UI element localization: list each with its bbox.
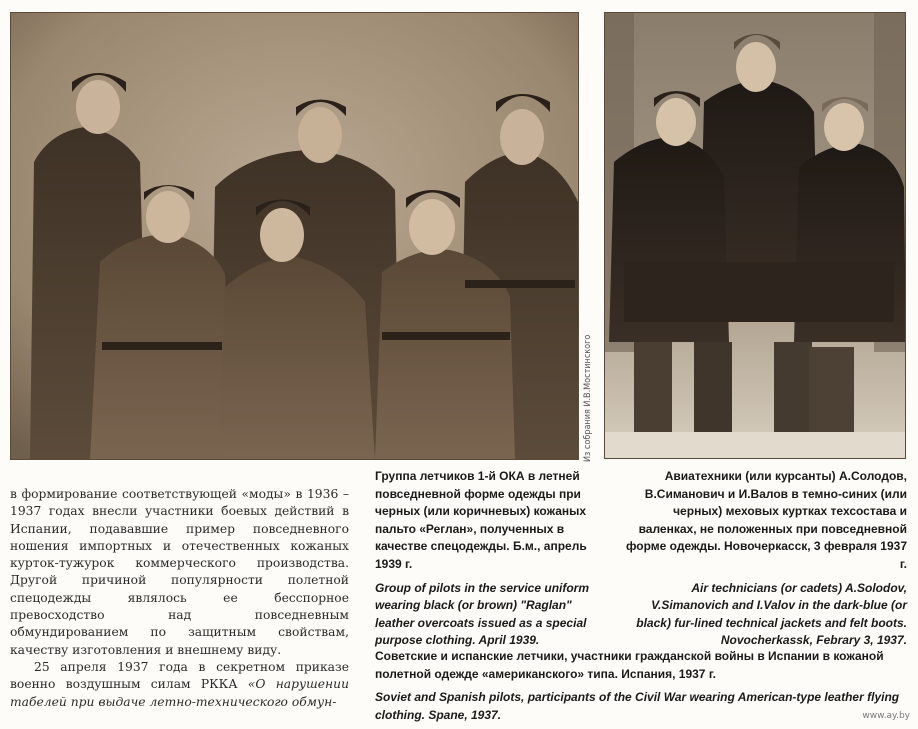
photo-group-of-pilots xyxy=(10,12,579,460)
article-body-text xyxy=(10,486,349,711)
watermark: www.ay.by xyxy=(862,711,910,721)
caption-en: Group of pilots in the service uniform wearing black (or brown) "Raglan" leather overcoats issued as a special purpose clothing. April 1939. xyxy=(375,580,590,648)
article-paragraph-italic: «О нарушении табелей при выдаче летно-технического обмун- xyxy=(10,677,349,709)
article-paragraph xyxy=(10,659,349,711)
photo-credit: Из собрания И.В.Мостинского xyxy=(583,334,593,462)
caption-ru: Группа летчиков 1-й ОКА в летней повседневной форме одежды при черных (или коричневых) кожаных пальто «Реглан», полученных в качестве спецодежды. Б.м., апрель 1939 г. xyxy=(375,469,587,571)
article-paragraph: в формирование соответствующей «моды» в 1936 – 1937 годах внесли участники боевых действий в Испании, подававшие пример повседневного ношения импортных и отечественных кожаных курток-тужурок коммерческого производства. Другой причиной популярности полетной спецодежды являлось ее бесспорное превосходство над повседневным обмундированием по защитным свойствам, качеству изготовления и внешнему виду. xyxy=(10,487,349,657)
caption-en: Air technicians (or cadets) A.Solodov, V.Simanovich and I.Valov in the dark-blue (or black) fur-lined technical jackets and felt boots. Novocherkassk, Febrary 3, 1937. xyxy=(636,580,907,648)
caption-ru: Авиатехники (или курсанты) А.Солодов, В.Симанович и И.Валов в темно-синих (или черных) меховых куртках техсостава и валенках, не положенных при повседневной форме одежды. Новочеркасск, 3 февраля 1937 г. xyxy=(625,469,907,571)
article-paragraph-start: 25 апреля 1937 года в секретном приказе военно воздушным силам РККА xyxy=(10,659,349,692)
caption-en: Soviet and Spanish pilots, participants of the Civil War wearing American-type leather flying clothing. Spane, 1937. xyxy=(375,690,900,722)
sepia-photo-technicians xyxy=(604,12,906,459)
caption-left-photo xyxy=(375,468,610,650)
caption-right-photo xyxy=(622,468,907,650)
caption-ru: Советские и испанские летчики, участники гражданской войны в Испании в кожаной полетной одежде «американского» типа. Испания, 1937 г. xyxy=(375,649,884,681)
photo-air-technicians xyxy=(604,12,906,459)
caption-bottom xyxy=(375,648,907,724)
sepia-photo-pilots xyxy=(10,12,579,460)
